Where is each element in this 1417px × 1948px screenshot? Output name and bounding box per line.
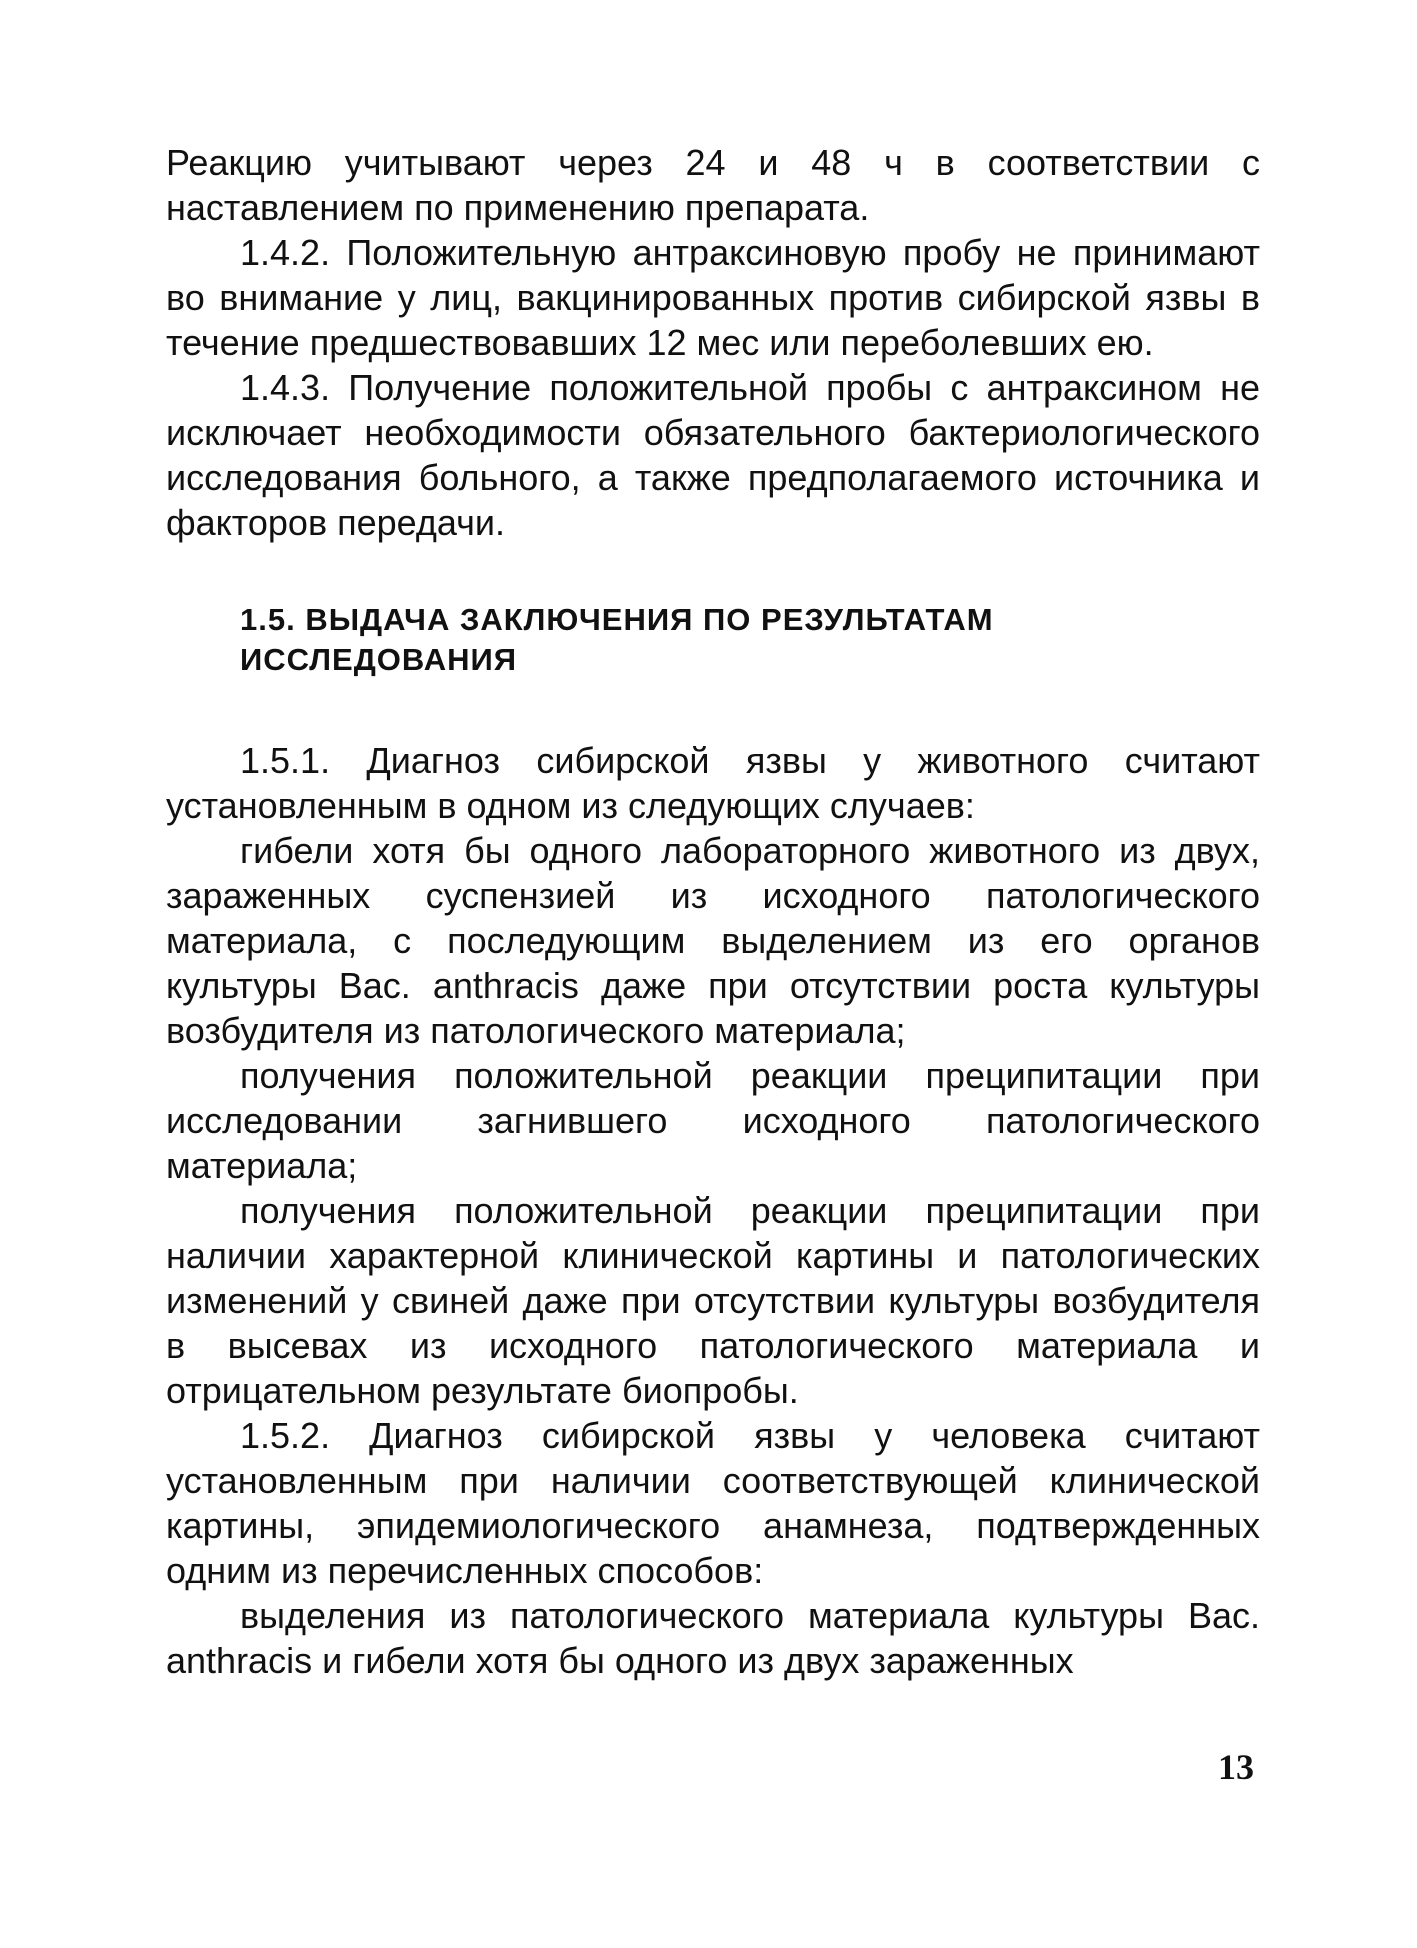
- paragraph-case-lab-animal-death: гибели хотя бы одного лабораторного животного из двух, зараженных суспензией из исходного патологического материала, с последующим выделением из его органов культуры Bac. anthracis даже при отсутствии роста культуры возбудителя из патологического материала;: [166, 830, 1260, 1051]
- section-heading-line-1: 1.5. ВЫДАЧА ЗАКЛЮЧЕНИЯ ПО РЕЗУЛЬТАТАМ: [240, 602, 994, 637]
- paragraph-reaction-reading: Реакцию учитывают через 24 и 48 ч в соответствии с наставлением по применению препарата.: [166, 142, 1260, 228]
- paragraph-culture-isolation: выделения из патологического материала культуры Bac. anthracis и гибели хотя бы одного из двух зараженных: [166, 1595, 1260, 1681]
- section-heading-line-2: ИССЛЕДОВАНИЯ: [240, 642, 518, 677]
- section-heading-1-5: [166, 600, 1260, 680]
- paragraph-case-precipitation-pigs: получения положительной реакции преципитации при наличии характерной клинической картины и патологических изменений у свиней даже при отсутствии культуры возбудителя в высевах из исходного патологического материала и отрицательном результате биопробы.: [166, 1190, 1260, 1411]
- page-body: [166, 140, 1260, 1683]
- paragraph-1-4-2: 1.4.2. Положительную антраксиновую пробу не принимают во внимание у лиц, вакцинированных против сибирской язвы в течение предшествовавших 12 мес или переболевших ею.: [166, 232, 1260, 363]
- paragraph-case-precipitation-rotten-material: получения положительной реакции преципитации при исследовании загнившего исходного патологического материала;: [166, 1055, 1260, 1186]
- paragraph-1-5-2: 1.5.2. Диагноз сибирской язвы у человека считают установленным при наличии соответствующей клинической картины, эпидемиологического анамнеза, подтвержденных одним из перечисленных способов:: [166, 1415, 1260, 1591]
- paragraph-1-5-1: 1.5.1. Диагноз сибирской язвы у животного считают установленным в одном из следующих случаев:: [166, 740, 1260, 826]
- page-number: 13: [1218, 1747, 1254, 1787]
- paragraph-1-4-3: 1.4.3. Получение положительной пробы с антраксином не исключает необходимости обязательного бактериологического исследования больного, а также предполагаемого источника и факторов передачи.: [166, 367, 1260, 543]
